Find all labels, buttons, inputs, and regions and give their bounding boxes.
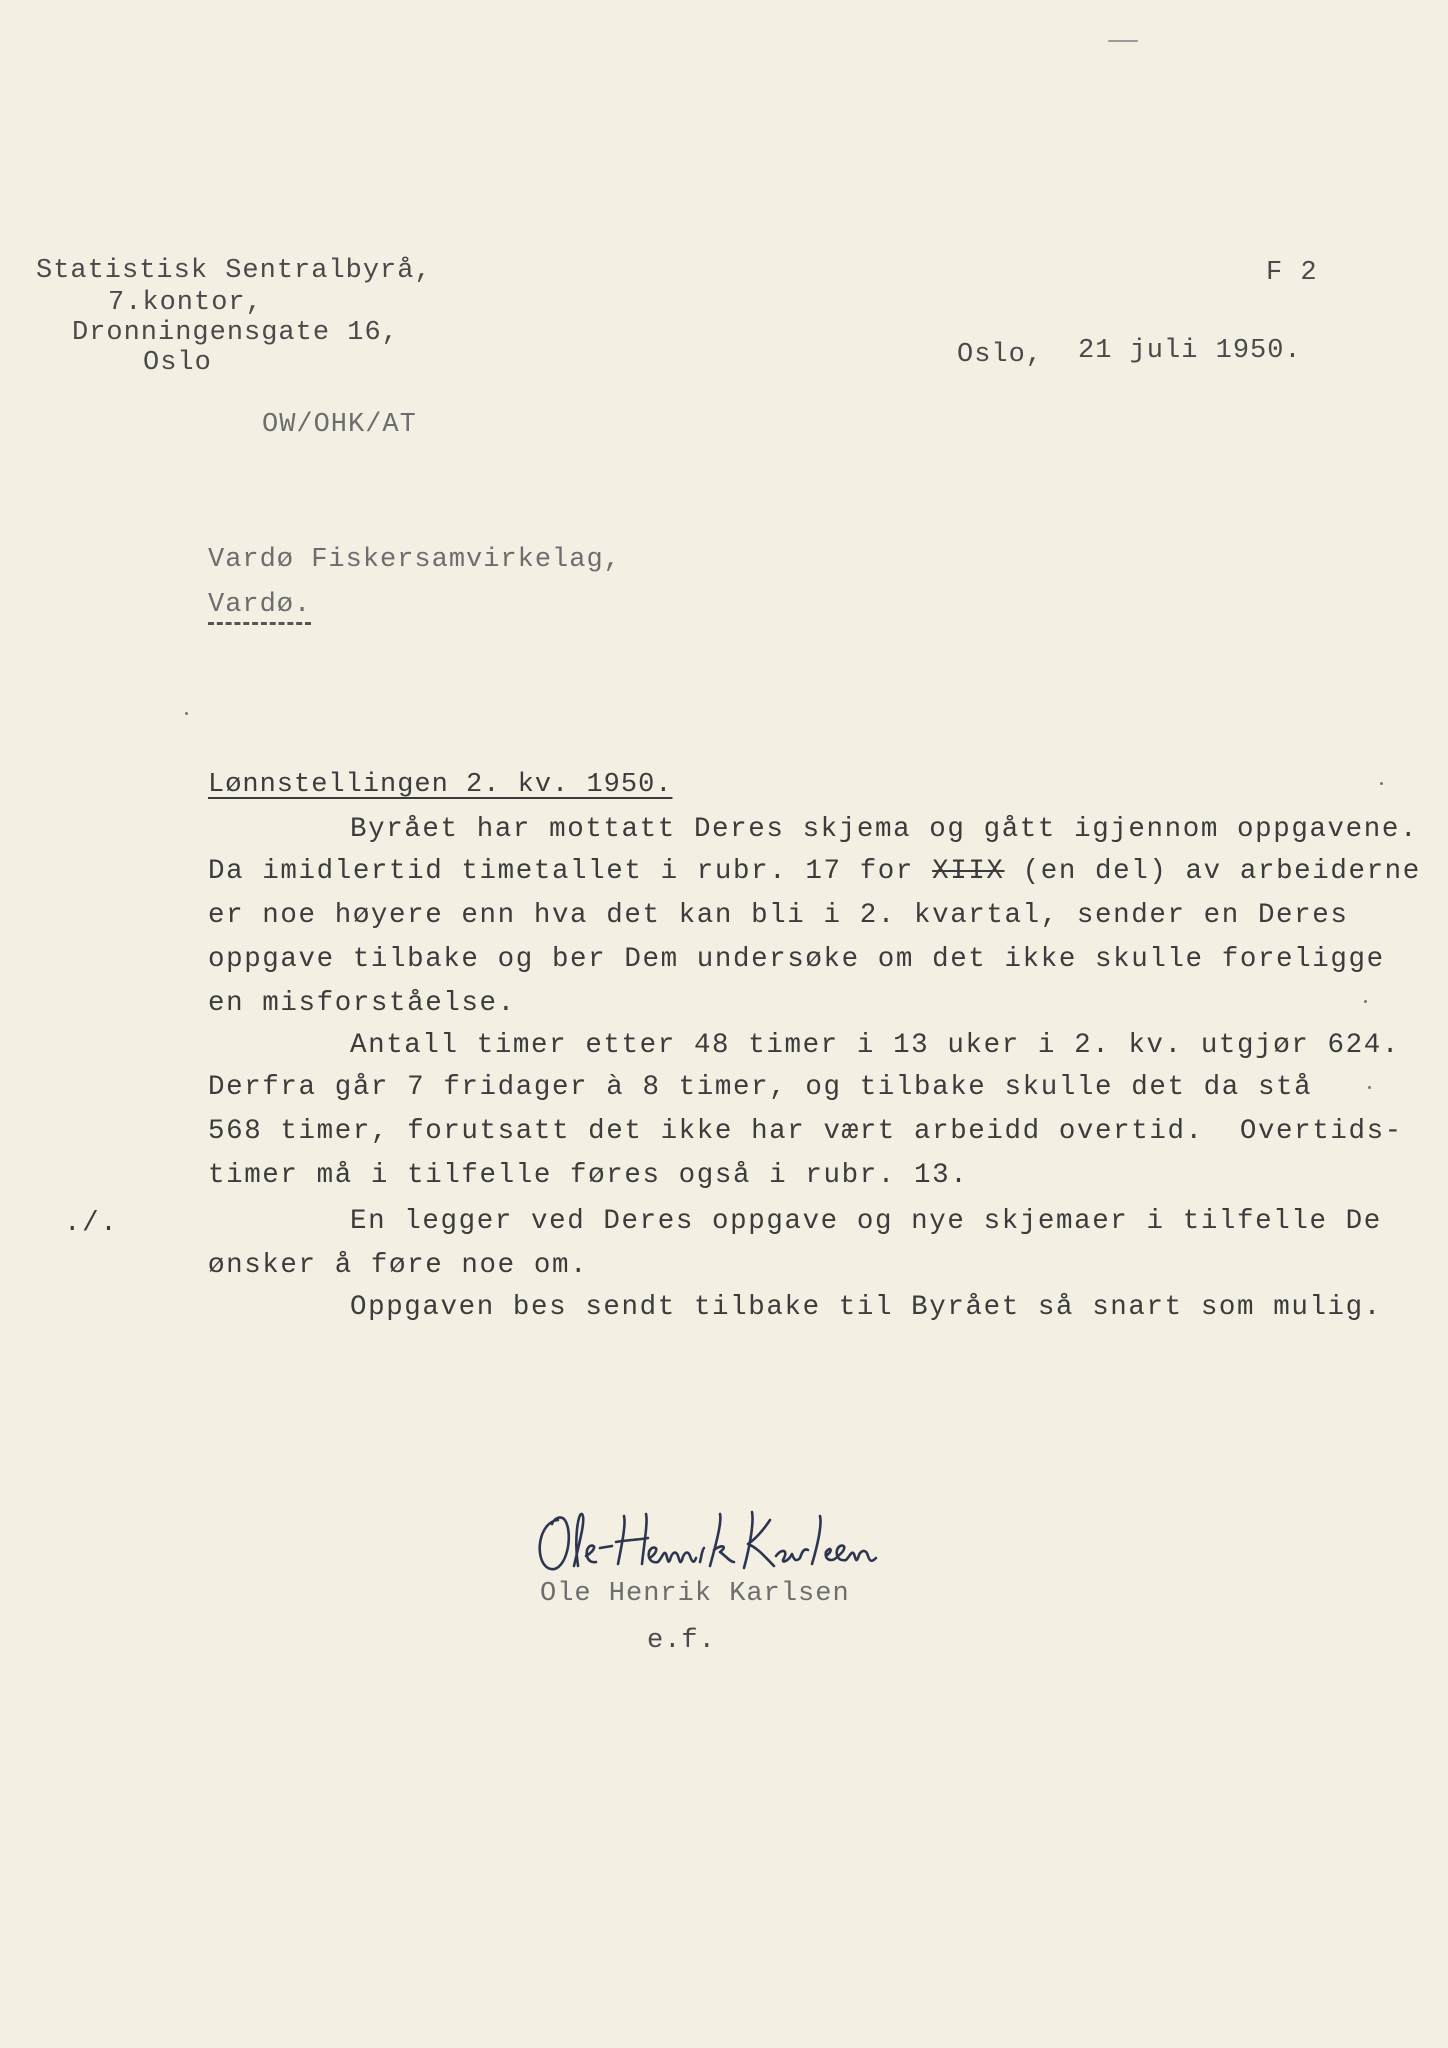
struck-text: XIIX — [932, 856, 1005, 887]
subject-line: Lønnstellingen 2. kv. 1950. — [208, 770, 673, 800]
body-line-2-start: Da imidlertid timetallet i rubr. 17 for — [208, 856, 933, 887]
paper-speck — [185, 712, 188, 715]
paper-speck — [1364, 1000, 1367, 1003]
recipient-name: Vardø Fiskersamvirkelag, — [208, 545, 621, 575]
signatory-suffix: e.f. — [647, 1626, 716, 1656]
body-line-7: Derfra går 7 fridager à 8 timer, og tilbake skulle det da stå — [208, 1072, 1313, 1103]
form-code: F 2 — [1266, 258, 1318, 288]
body-line-3: er noe høyere enn hva det kan bli i 2. kvartal, sender en Deres — [208, 900, 1349, 931]
margin-enclosure-mark: ./. — [64, 1208, 119, 1239]
body-line-5: en misforståelse. — [208, 988, 516, 1019]
body-line-2-end: (en del) av arbeiderne — [1004, 856, 1421, 887]
body-line-1: Byrået har mottatt Deres skjema og gått igjennom oppgavene. — [350, 814, 1419, 845]
paper-speck — [1368, 1086, 1371, 1089]
paper-speck — [1108, 40, 1138, 42]
body-line-12: Oppgaven bes sendt tilbake til Byrået så snart som mulig. — [350, 1292, 1382, 1323]
handwritten-signature — [530, 1500, 910, 1590]
recipient-city — [208, 592, 311, 619]
letter-date: 21 juli 1950. — [1078, 336, 1302, 366]
signatory-name: Ole Henrik Karlsen — [540, 1579, 850, 1609]
body-line-6: Antall timer etter 48 timer i 13 uker i 2. kv. utgjør 624. — [350, 1030, 1400, 1061]
sender-city: Oslo — [143, 348, 212, 378]
body-line-4: oppgave tilbake og ber Dem undersøke om det ikke skulle foreligge — [208, 944, 1385, 975]
reference-code: OW/OHK/AT — [262, 410, 417, 440]
body-line-8: 568 timer, forutsatt det ikke har vært arbeidd overtid. Overtids- — [208, 1116, 1403, 1147]
body-line-9: timer må i tilfelle føres også i rubr. 13. — [208, 1160, 969, 1191]
body-line-2 — [208, 858, 1421, 886]
recipient-city-text: Vardø. — [208, 590, 311, 625]
letter-place: Oslo, — [957, 340, 1044, 370]
body-line-10: En legger ved Deres oppgave og nye skjemaer i tilfelle De — [350, 1206, 1382, 1237]
sender-org: Statistisk Sentralbyrå, — [36, 256, 432, 286]
body-line-11: ønsker å føre noe om. — [208, 1250, 589, 1281]
sender-office: 7.kontor, — [108, 288, 263, 318]
paper-speck — [1380, 782, 1383, 785]
sender-street: Dronningensgate 16, — [72, 318, 399, 348]
